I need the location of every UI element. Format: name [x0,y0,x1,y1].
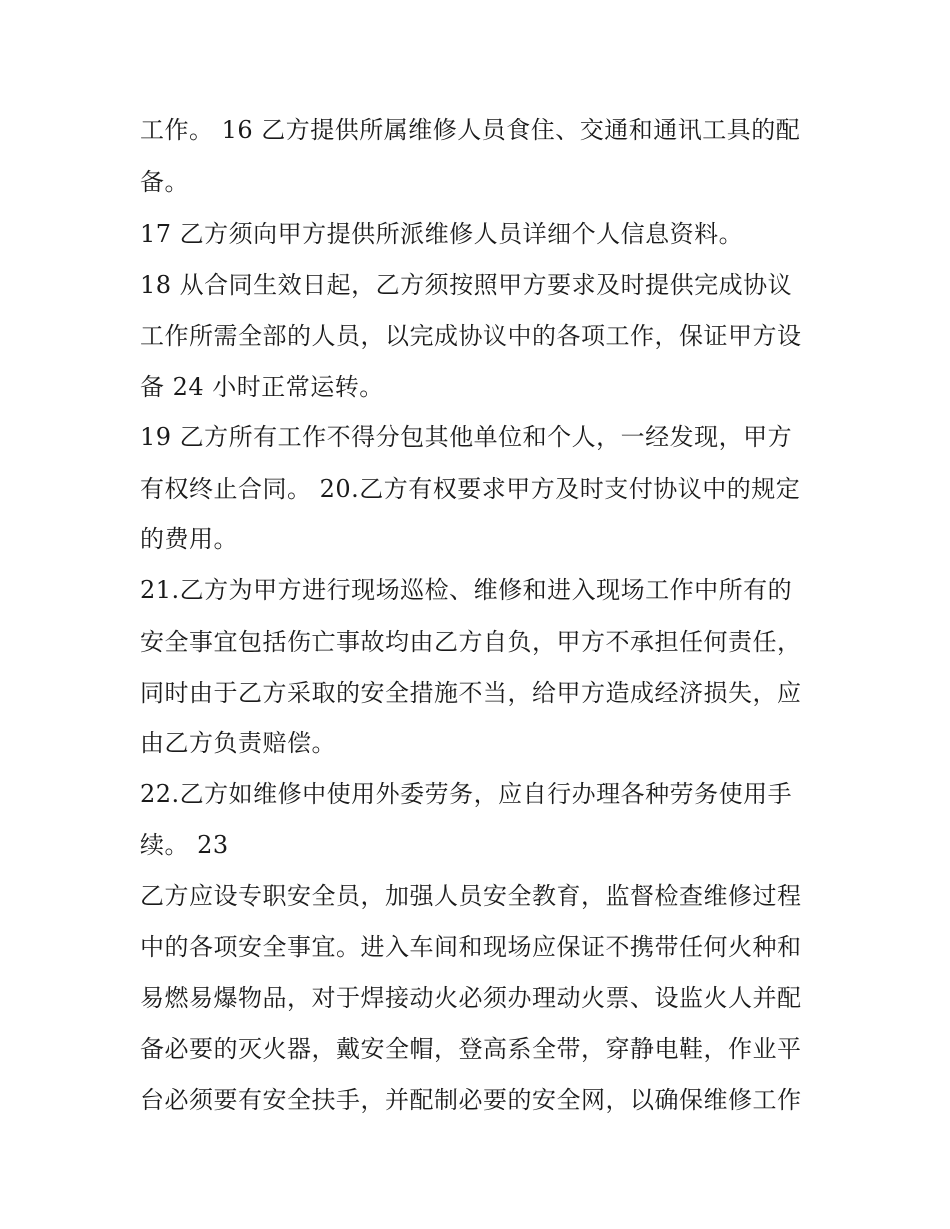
text-line: 的费用。 [140,525,238,553]
text-line: 备必要的灭火器，戴安全帽，登高系全带，穿静电鞋，作业平 [140,1035,802,1063]
text-line: 21.乙方为甲方进行现场巡检、维修和进入现场工作中所有的 [140,576,793,604]
text-line: 22.乙方如维修中使用外委劳务，应自行办理各种劳务使用手 [140,780,793,808]
text-line: 由乙方负责赔偿。 [140,729,336,757]
text-line: 乙方应设专职安全员，加强人员安全教育，监督检查维修过程 [140,882,802,910]
text-line: 17 乙方须向甲方提供所派维修人员详细个人信息资料。 [140,220,744,248]
text-line: 台必须要有安全扶手，并配制必要的安全网，以确保维修工作 [140,1086,802,1114]
text-line: 备。 [140,168,189,196]
text-line: 同时由于乙方采取的安全措施不当，给甲方造成经济损失，应 [140,679,802,707]
text-line: 易燃易爆物品，对于焊接动火必须办理动火票、设监火人并配 [140,984,802,1012]
text-line: 工作。 16 乙方提供所属维修人员食住、交通和通讯工具的配 [140,116,801,144]
text-line: 18 从合同生效日起，乙方须按照甲方要求及时提供完成协议 [140,271,793,299]
text-line: 续。 23 [140,831,229,859]
text-line: 有权终止合同。 20.乙方有权要求甲方及时支付协议中的规定 [140,475,801,503]
text-line: 19 乙方所有工作不得分包其他单位和个人，一经发现，甲方 [140,423,793,451]
text-line: 中的各项安全事宜。进入车间和现场应保证不携带任何火种和 [140,933,802,961]
text-line: 工作所需全部的人员，以完成协议中的各项工作，保证甲方设 [140,322,802,350]
text-line: 安全事宜包括伤亡事故均由乙方自负，甲方不承担任何责任， [140,628,802,656]
text-line: 备 24 小时正常运转。 [140,373,384,401]
